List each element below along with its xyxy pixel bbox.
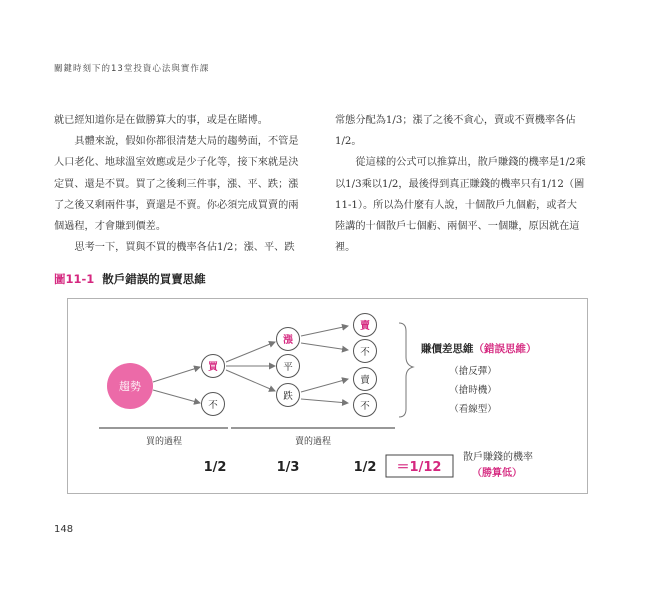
- bracket-item: （看線型）: [449, 404, 497, 415]
- sell-label: 賣: [360, 375, 370, 386]
- bracket-title-main: 賺價差思維: [421, 343, 474, 355]
- figure-number: 圖11-1: [54, 272, 95, 286]
- decision-tree-diagram: [68, 299, 589, 495]
- not-buy-label: 不: [208, 400, 218, 411]
- rise-label: 漲: [283, 335, 293, 346]
- figure-title: [54, 271, 206, 287]
- paragraph: 從這樣的公式可以推算出，散戶賺錢的機率是1/2乘以1/3乘以1/2，最後得到真正賺錢的機率只有1/12（圖11-1）。所以為什麼有人說，十個散戶九個虧，或者大陸講的十個散戶七個虧、兩個平、一個賺，原因就在這裡。: [335, 157, 586, 254]
- edge: [226, 342, 275, 362]
- right-brace: [399, 323, 413, 417]
- probability-movement: 1/3: [276, 460, 300, 475]
- edge: [153, 390, 200, 403]
- tree-connectors: [153, 326, 348, 403]
- probability-buy: 1/2: [203, 460, 227, 475]
- paragraph: 常態分配為1/3；漲了之後不貪心，賣或不賣機率各佔1/2。: [335, 115, 576, 148]
- bracket-item: （搶時機）: [449, 385, 497, 396]
- edge: [301, 399, 348, 403]
- edge: [301, 343, 348, 350]
- probability-sell: 1/2: [353, 460, 377, 475]
- buy-label: 買: [208, 362, 218, 373]
- edge: [226, 370, 275, 391]
- paragraph: 就已經知道你是在做勝算大的事，或是在賭博。: [54, 115, 268, 126]
- bracket-item: （搶反彈）: [449, 366, 497, 377]
- sell-process-label: 賣的過程: [294, 437, 332, 447]
- paragraph: 思考一下，買與不買的機率各佔1/2；漲、平、跌: [74, 242, 295, 254]
- right-column: [335, 110, 587, 258]
- not-sell-label: 不: [360, 347, 370, 358]
- paragraph: 具體來說，假如你都很清楚大局的趨勢面，不管是人口老化、地球溫室效應或是少子化等，接下來就是決定買、還是不買。買了之後剩三件事，漲、平、跌；漲了之後又剩兩件事，賣還是不賣。你必須完成買賣的兩個過程，才會賺到價差。: [54, 136, 299, 233]
- bracket-tag: （錯誤思維）: [473, 343, 537, 355]
- left-column: [54, 110, 306, 258]
- figure-caption: 散戶錯誤的買賣思維: [102, 272, 206, 286]
- not-sell-label: 不: [360, 401, 370, 412]
- page-number: 148: [54, 524, 74, 535]
- edge: [301, 326, 348, 336]
- running-head: 關鍵時刻下的13堂投資心法與實作課: [54, 64, 210, 74]
- result-value: ＝1/12: [396, 460, 442, 475]
- trend-label: 趨勢: [119, 380, 141, 393]
- result-tag: （勝算低）: [472, 468, 522, 479]
- sell-label: 賣: [360, 321, 370, 332]
- fall-label: 跌: [283, 391, 293, 402]
- bracket-title: [421, 342, 537, 355]
- edge: [301, 379, 348, 392]
- flat-label: 平: [283, 362, 293, 373]
- result-label: 散戶賺錢的機率: [463, 452, 533, 463]
- decision-tree-figure: [67, 298, 588, 494]
- buy-process-label: 買的過程: [145, 437, 183, 447]
- edge: [153, 367, 200, 382]
